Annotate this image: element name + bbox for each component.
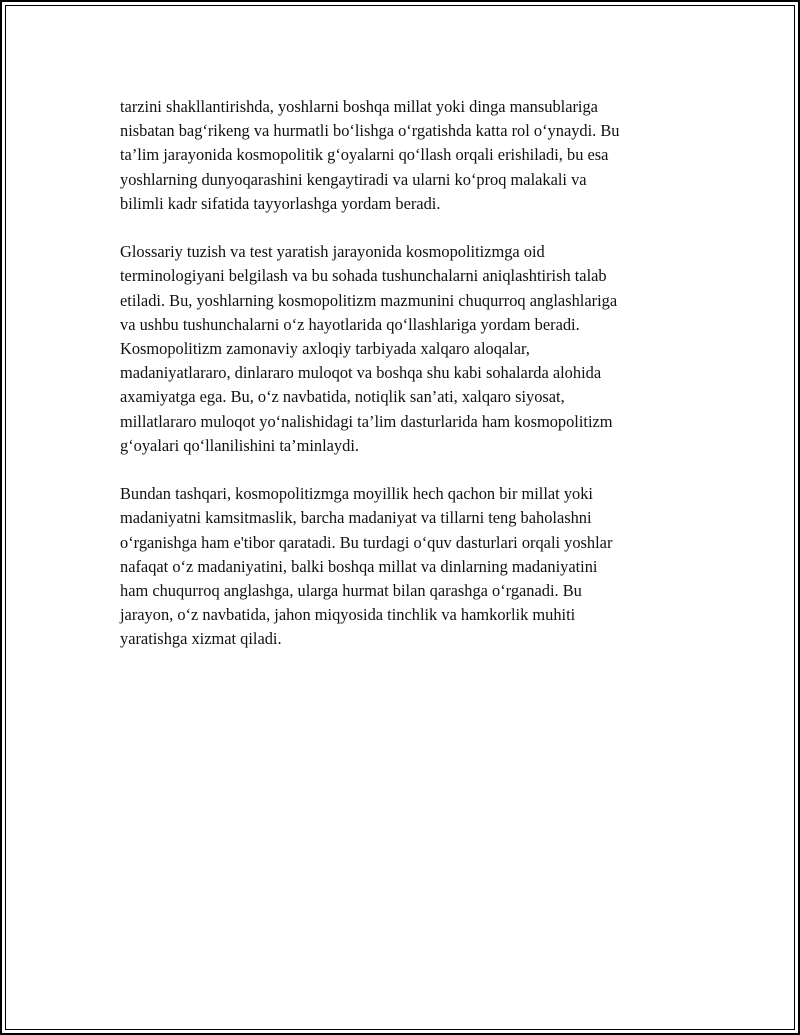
text-line: o‘rganishga ham e'tibor qaratadi. Bu turdagi o‘quv dasturlari orqali yoshlar: [120, 532, 613, 552]
text-line: Glossariy tuzish va test yaratish jarayonida kosmopolitizmga oid: [120, 242, 545, 262]
text-line: jarayon, o‘z navbatida, jahon miqyosida tinchlik va hamkorlik muhiti: [120, 605, 576, 625]
text-line: terminologiyani belgilash va bu sohada tushunchalarni aniqlashtirish talab: [120, 266, 607, 286]
text-line: Bundan tashqari, kosmopolitizmga moyillik hech qachon bir millat yoki: [120, 484, 593, 504]
text-line: bilimli kadr sifatida tayyorlashga yordam beradi.: [120, 193, 441, 213]
text-line: madaniyatlararo, dinlararo muloqot va boshqa shu kabi sohalarda alohida: [120, 363, 602, 383]
text-line: yaratishga xizmat qiladi.: [120, 629, 282, 649]
text-line: Kosmopolitizm zamonaviy axloqiy tarbiyada xalqaro aloqalar,: [120, 339, 530, 359]
text-line: axamiyatga ega. Bu, o‘z navbatida, notiqlik san’ati, xalqaro siyosat,: [120, 387, 565, 407]
text-line: yoshlarning dunyoqarashini kengaytiradi va ularni ko‘proq malakali va: [120, 169, 587, 189]
text-line: ta’lim jarayonida kosmopolitik g‘oyalarni qo‘llash orqali erishiladi, bu esa: [120, 145, 609, 165]
paragraph-2: [120, 240, 690, 458]
text-line: nafaqat o‘z madaniyatini, balki boshqa millat va dinlarning madaniyatini: [120, 556, 598, 576]
text-line: millatlararo muloqot yo‘nalishidagi ta’lim dasturlarida ham kosmopolitizm: [120, 411, 613, 431]
text-line: ham chuqurroq anglashga, ularga hurmat bilan qarashga o‘rganadi. Bu: [120, 581, 582, 601]
text-line: madaniyatni kamsitmaslik, barcha madaniyat va tillarni teng baholashni: [120, 508, 592, 528]
text-line: etiladi. Bu, yoshlarning kosmopolitizm mazmunini chuqurroq anglashlariga: [120, 290, 618, 310]
document-body: [120, 95, 690, 676]
text-line: g‘oyalari qo‘llanilishini ta’minlaydi.: [120, 435, 359, 455]
paragraph-3: [120, 482, 690, 651]
text-line: nisbatan bag‘rikeng va hurmatli bo‘lishga o‘rgatishda katta rol o‘ynaydi. Bu: [120, 121, 620, 141]
text-line: tarzini shakllantirishda, yoshlarni boshqa millat yoki dinga mansublariga: [120, 97, 598, 116]
text-line: va ushbu tushunchalarni o‘z hayotlarida qo‘llashlariga yordam beradi.: [120, 314, 580, 334]
paragraph-1: [120, 95, 690, 216]
